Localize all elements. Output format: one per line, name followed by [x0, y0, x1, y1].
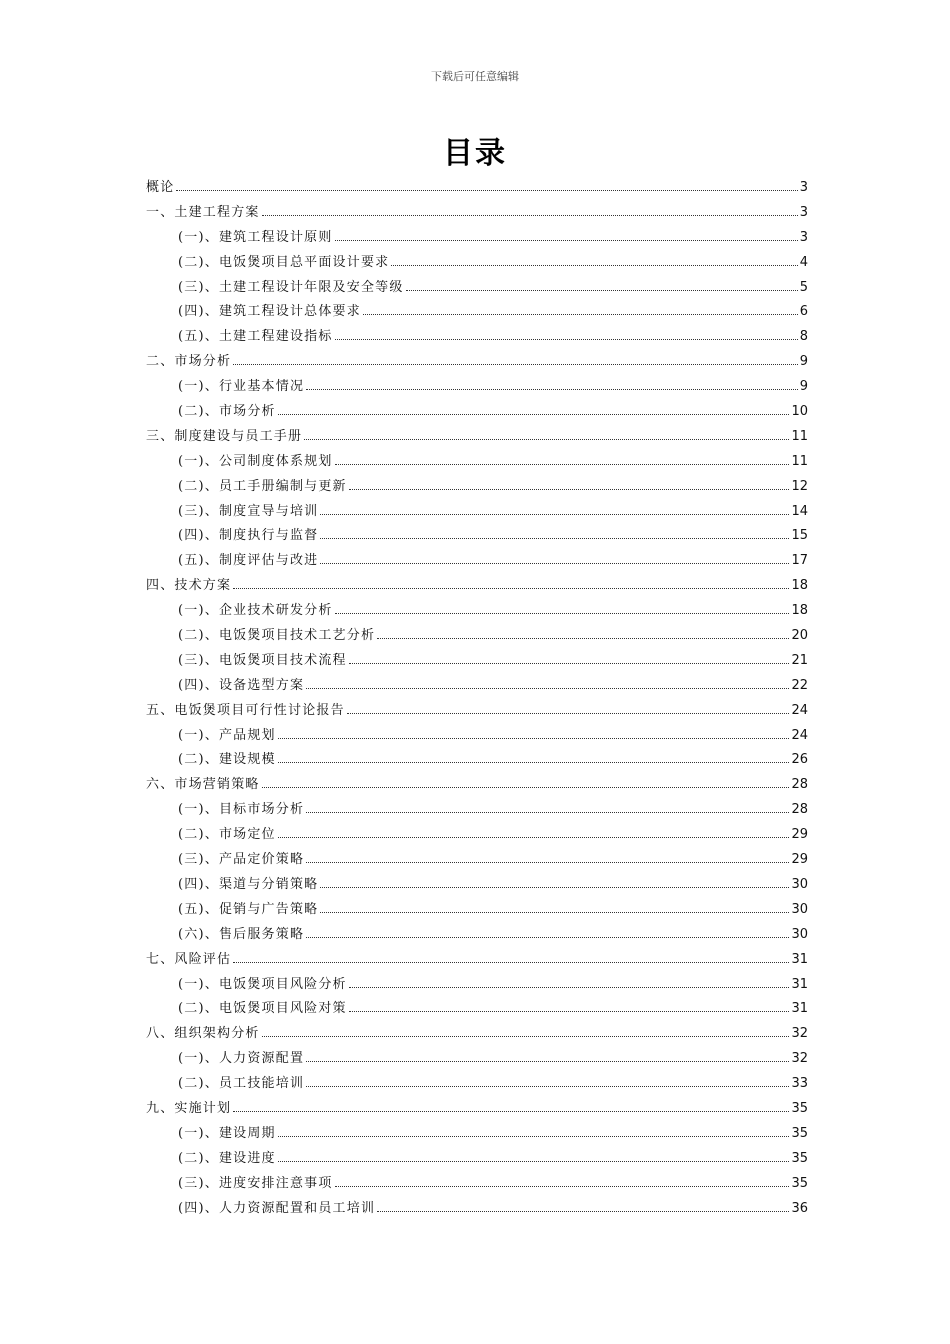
- toc-entry[interactable]: [146, 948, 808, 973]
- toc-entry-label: (二)、建设进度: [178, 1150, 276, 1166]
- toc-entry-page-number: 30: [791, 901, 808, 917]
- toc-entry[interactable]: [146, 674, 808, 699]
- toc-entry[interactable]: [146, 325, 808, 350]
- toc-entry-label: (六)、售后服务策略: [178, 926, 305, 942]
- toc-entry-label: 三、制度建设与员工手册: [146, 428, 303, 444]
- toc-entry-label: (一)、建筑工程设计原则: [178, 229, 333, 245]
- toc-entry-page-number: 30: [791, 876, 808, 892]
- toc-entry-label: (二)、电饭煲项目技术工艺分析: [178, 628, 376, 644]
- table-of-contents: [146, 176, 808, 1221]
- dot-leader: [306, 936, 789, 938]
- toc-entry[interactable]: [146, 773, 808, 798]
- toc-entry-page-number: 31: [791, 1001, 808, 1017]
- toc-entry-page-number: 35: [791, 1150, 808, 1166]
- toc-entry-page-number: 33: [791, 1076, 808, 1092]
- toc-entry-label: (四)、建筑工程设计总体要求: [178, 304, 361, 320]
- toc-entry-page-number: 32: [791, 1051, 808, 1067]
- toc-entry-label: 一、土建工程方案: [146, 204, 260, 220]
- toc-entry-label: (二)、电饭煲项目风险对策: [178, 1001, 347, 1017]
- dot-leader: [335, 338, 798, 340]
- toc-entry-label: 八、组织架构分析: [146, 1026, 260, 1042]
- toc-entry[interactable]: [146, 1197, 808, 1222]
- toc-entry[interactable]: [146, 973, 808, 998]
- toc-entry-label: (一)、建设周期: [178, 1125, 276, 1141]
- toc-entry[interactable]: [146, 549, 808, 574]
- toc-entry[interactable]: [146, 649, 808, 674]
- dot-leader: [347, 712, 790, 714]
- dot-leader: [306, 1060, 789, 1062]
- dot-leader: [233, 363, 798, 365]
- toc-entry-label: (二)、员工手册编制与更新: [178, 478, 347, 494]
- toc-entry[interactable]: [146, 450, 808, 475]
- toc-entry[interactable]: [146, 375, 808, 400]
- dot-leader: [320, 911, 789, 913]
- toc-entry-page-number: 28: [791, 802, 808, 818]
- toc-entry-label: (五)、制度评估与改进: [178, 553, 319, 569]
- dot-leader: [278, 1135, 790, 1137]
- page-title: 目录: [443, 136, 507, 171]
- toc-entry-page-number: 24: [791, 702, 808, 718]
- toc-entry-page-number: 3: [799, 229, 808, 245]
- toc-entry-label: (三)、进度安排注意事项: [178, 1175, 333, 1191]
- dot-leader: [233, 587, 789, 589]
- dot-leader: [233, 1110, 789, 1112]
- toc-entry-page-number: 24: [791, 727, 808, 743]
- toc-entry-page-number: 18: [791, 578, 808, 594]
- toc-entry-page-number: 3: [799, 204, 808, 220]
- toc-entry[interactable]: [146, 524, 808, 549]
- toc-entry-page-number: 32: [791, 1026, 808, 1042]
- dot-leader: [335, 239, 798, 241]
- toc-entry-label: 七、风险评估: [146, 951, 232, 967]
- toc-entry-page-number: 3: [799, 180, 808, 195]
- toc-entry[interactable]: [146, 873, 808, 898]
- toc-entry[interactable]: [146, 599, 808, 624]
- toc-entry-page-number: 14: [791, 503, 808, 519]
- toc-entry-page-number: 6: [799, 304, 808, 320]
- dot-leader: [262, 214, 798, 216]
- toc-entry-page-number: 18: [791, 603, 808, 619]
- toc-entry[interactable]: [146, 748, 808, 773]
- toc-entry[interactable]: [146, 1047, 808, 1072]
- dot-leader: [335, 1185, 790, 1187]
- toc-entry-page-number: 20: [791, 628, 808, 644]
- toc-entry[interactable]: [146, 574, 808, 599]
- toc-entry[interactable]: [146, 898, 808, 923]
- toc-entry-page-number: 9: [799, 354, 808, 370]
- dot-leader: [262, 786, 790, 788]
- dot-leader: [349, 1010, 790, 1012]
- toc-entry-label: 六、市场营销策略: [146, 777, 260, 793]
- toc-entry[interactable]: [146, 226, 808, 251]
- dot-leader: [306, 811, 789, 813]
- toc-entry-page-number: 9: [799, 379, 808, 395]
- toc-entry-label: (四)、渠道与分销策略: [178, 876, 319, 892]
- toc-entry[interactable]: [146, 300, 808, 325]
- toc-entry-label: (一)、行业基本情况: [178, 379, 305, 395]
- toc-entry-label: (二)、市场定位: [178, 827, 276, 843]
- toc-entry[interactable]: [146, 251, 808, 276]
- dot-leader: [278, 413, 790, 415]
- toc-entry-page-number: 10: [791, 404, 808, 420]
- toc-entry[interactable]: [146, 176, 808, 201]
- toc-entry-label: 九、实施计划: [146, 1100, 232, 1116]
- dot-leader: [320, 513, 789, 515]
- toc-entry-page-number: 11: [791, 428, 808, 444]
- toc-entry-label: (一)、目标市场分析: [178, 802, 305, 818]
- toc-entry-label: 概论: [146, 180, 175, 195]
- toc-entry-page-number: 21: [791, 652, 808, 668]
- toc-entry-label: (三)、电饭煲项目技术流程: [178, 652, 347, 668]
- toc-entry[interactable]: [146, 848, 808, 873]
- toc-entry[interactable]: [146, 923, 808, 948]
- dot-leader: [335, 612, 790, 614]
- toc-entry-page-number: 29: [791, 852, 808, 868]
- toc-entry-label: (三)、土建工程设计年限及安全等级: [178, 279, 404, 295]
- dot-leader: [306, 1085, 789, 1087]
- toc-entry[interactable]: [146, 475, 808, 500]
- dot-leader: [320, 537, 789, 539]
- toc-entry-page-number: 30: [791, 926, 808, 942]
- toc-entry-label: (四)、设备选型方案: [178, 677, 305, 693]
- toc-entry[interactable]: [146, 1097, 808, 1122]
- toc-entry[interactable]: [146, 1122, 808, 1147]
- toc-entry-page-number: 35: [791, 1100, 808, 1116]
- dot-leader: [349, 662, 790, 664]
- toc-entry-page-number: 26: [791, 752, 808, 768]
- toc-entry-label: (四)、制度执行与监督: [178, 528, 319, 544]
- toc-entry-label: (三)、产品定价策略: [178, 852, 305, 868]
- toc-entry-label: (五)、土建工程建设指标: [178, 329, 333, 345]
- toc-entry[interactable]: [146, 500, 808, 525]
- toc-entry-label: 二、市场分析: [146, 354, 232, 370]
- dot-leader: [406, 289, 798, 291]
- toc-entry[interactable]: [146, 823, 808, 848]
- toc-entry-label: (一)、产品规划: [178, 727, 276, 743]
- toc-entry-page-number: 35: [791, 1125, 808, 1141]
- toc-entry-page-number: 36: [791, 1200, 808, 1216]
- dot-leader: [304, 438, 789, 440]
- dot-leader: [377, 637, 789, 639]
- toc-entry-page-number: 15: [791, 528, 808, 544]
- toc-entry[interactable]: [146, 350, 808, 375]
- toc-entry-page-number: 11: [791, 453, 808, 469]
- toc-entry-page-number: 8: [799, 329, 808, 345]
- dot-leader: [278, 737, 790, 739]
- dot-leader: [233, 961, 789, 963]
- toc-entry-label: (五)、促销与广告策略: [178, 901, 319, 917]
- toc-entry-label: (一)、企业技术研发分析: [178, 603, 333, 619]
- toc-entry-page-number: 35: [791, 1175, 808, 1191]
- dot-leader: [320, 562, 789, 564]
- dot-leader: [363, 313, 798, 315]
- toc-entry[interactable]: [146, 1072, 808, 1097]
- dot-leader: [349, 488, 790, 490]
- header-note: 下载后可任意编辑: [431, 70, 519, 83]
- toc-entry-label: (一)、人力资源配置: [178, 1051, 305, 1067]
- dot-leader: [377, 1210, 789, 1212]
- dot-leader: [278, 1160, 790, 1162]
- toc-entry-label: (二)、市场分析: [178, 404, 276, 420]
- toc-entry-page-number: 31: [791, 951, 808, 967]
- toc-entry[interactable]: [146, 400, 808, 425]
- dot-leader: [320, 886, 789, 888]
- toc-entry[interactable]: [146, 1022, 808, 1047]
- toc-entry[interactable]: [146, 425, 808, 450]
- toc-entry[interactable]: [146, 624, 808, 649]
- toc-entry-label: (二)、员工技能培训: [178, 1076, 305, 1092]
- toc-entry-page-number: 31: [791, 976, 808, 992]
- toc-entry-page-number: 5: [799, 279, 808, 295]
- toc-entry-label: (二)、电饭煲项目总平面设计要求: [178, 254, 390, 270]
- toc-entry-page-number: 22: [791, 677, 808, 693]
- toc-entry[interactable]: [146, 1172, 808, 1197]
- toc-entry-label: 四、技术方案: [146, 578, 232, 594]
- toc-entry-label: (一)、电饭煲项目风险分析: [178, 976, 347, 992]
- toc-entry-label: 五、电饭煲项目可行性讨论报告: [146, 702, 345, 718]
- toc-entry-page-number: 28: [791, 777, 808, 793]
- toc-entry-page-number: 29: [791, 827, 808, 843]
- dot-leader: [306, 687, 789, 689]
- dot-leader: [335, 463, 790, 465]
- dot-leader: [262, 1035, 790, 1037]
- toc-entry[interactable]: [146, 724, 808, 749]
- toc-entry-page-number: 17: [791, 553, 808, 569]
- toc-entry[interactable]: [146, 997, 808, 1022]
- toc-entry-page-number: 4: [799, 254, 808, 270]
- toc-entry-label: (二)、建设规模: [178, 752, 276, 768]
- toc-entry-label: (四)、人力资源配置和员工培训: [178, 1200, 376, 1216]
- dot-leader: [278, 836, 790, 838]
- toc-entry[interactable]: [146, 699, 808, 724]
- toc-entry-page-number: 12: [791, 478, 808, 494]
- dot-leader: [306, 861, 789, 863]
- toc-entry-label: (一)、公司制度体系规划: [178, 453, 333, 469]
- toc-entry[interactable]: [146, 201, 808, 226]
- dot-leader: [278, 761, 790, 763]
- dot-leader: [306, 388, 798, 390]
- toc-entry-label: (三)、制度宣导与培训: [178, 503, 319, 519]
- dot-leader: [176, 189, 797, 191]
- dot-leader: [349, 986, 790, 988]
- toc-entry[interactable]: [146, 276, 808, 301]
- toc-entry[interactable]: [146, 798, 808, 823]
- dot-leader: [391, 264, 797, 266]
- toc-entry[interactable]: [146, 1147, 808, 1172]
